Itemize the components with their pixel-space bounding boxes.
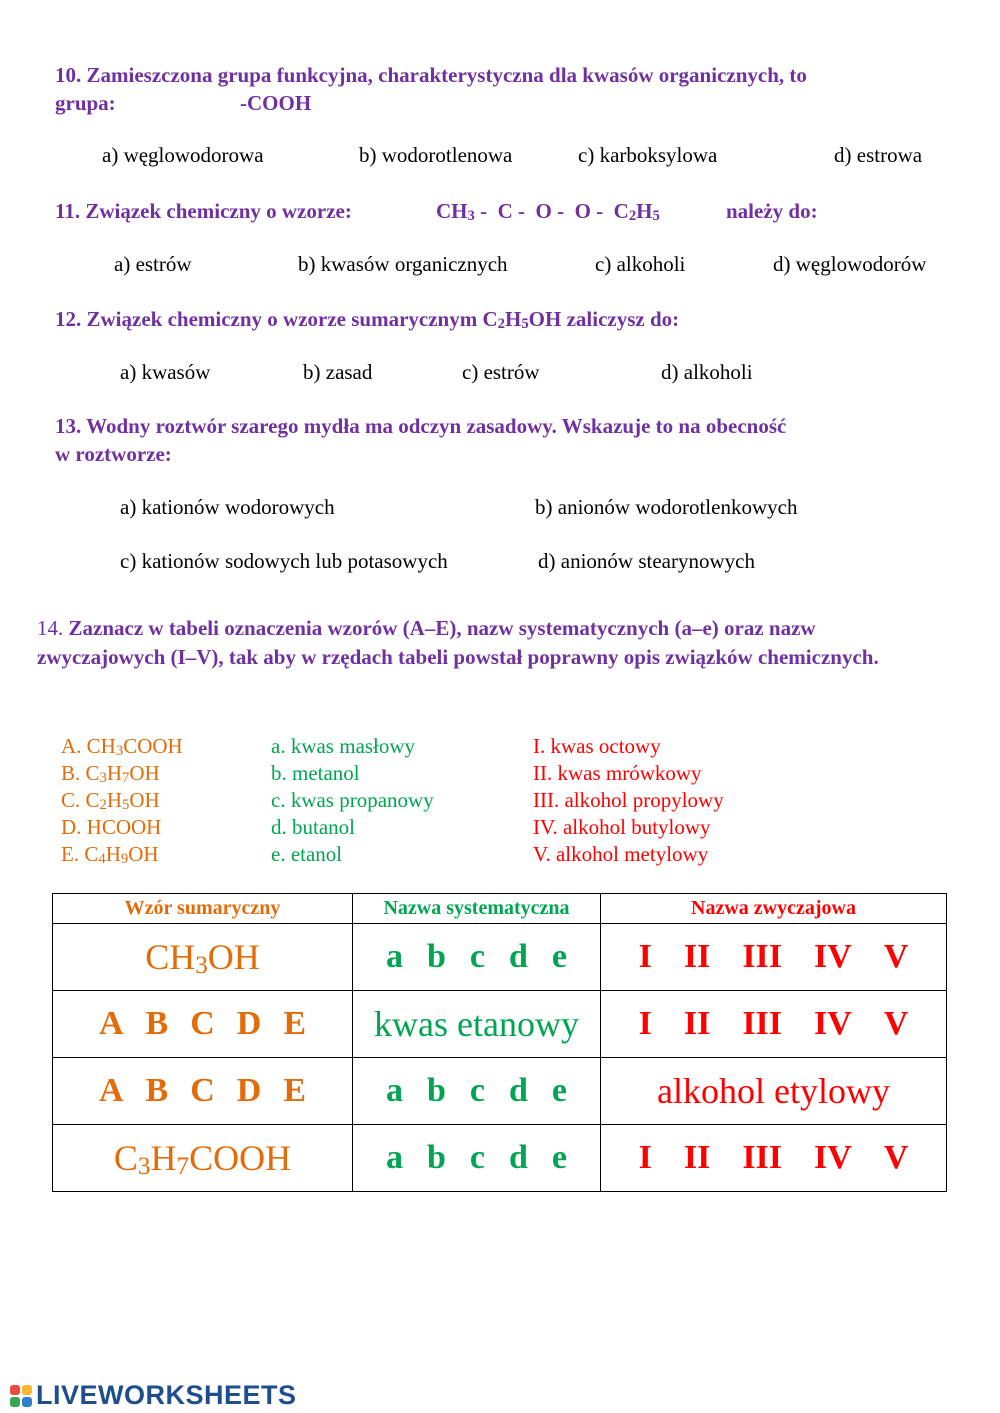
- q11-option-a[interactable]: a) estrów: [114, 252, 192, 276]
- choice-v[interactable]: V: [883, 1005, 909, 1042]
- legend-common: [533, 733, 724, 868]
- q13-option-c[interactable]: c) kationów sodowych lub potasowych: [120, 549, 448, 573]
- choice-c[interactable]: c: [469, 938, 485, 975]
- legend-formula-b: B. $C_3H_7OH$: [61, 761, 160, 787]
- table-row: [53, 1058, 947, 1125]
- row3-common: alkohol etylowy: [601, 1058, 947, 1125]
- header-formula: Wzór sumaryczny: [53, 894, 353, 924]
- choice-c[interactable]: c: [469, 1072, 485, 1109]
- answer-table: [52, 893, 947, 1192]
- question-10-formula: -COOH: [240, 91, 312, 115]
- q13-option-b[interactable]: b) anionów wodorotlenkowych: [535, 495, 798, 519]
- choice-b[interactable]: b: [426, 1139, 446, 1176]
- choice-A[interactable]: A: [98, 1072, 124, 1109]
- q11-option-c[interactable]: c) alkoholi: [595, 252, 686, 276]
- choice-a[interactable]: a: [385, 1072, 403, 1109]
- table-row: [53, 1125, 947, 1192]
- choice-b[interactable]: b: [426, 938, 446, 975]
- choice-E[interactable]: E: [283, 1005, 307, 1042]
- row1-common-choices: [601, 924, 947, 991]
- legend-formulas: [61, 733, 183, 868]
- row4-common-choices: [601, 1125, 947, 1192]
- legend-common-iii: III. alkohol propylowy: [533, 788, 724, 812]
- choice-iii[interactable]: III: [742, 1139, 783, 1176]
- q12-option-a[interactable]: a) kwasów: [120, 360, 211, 384]
- choice-e[interactable]: e: [551, 1139, 568, 1176]
- legend-common-i: I. kwas octowy: [533, 734, 661, 758]
- choice-iii[interactable]: III: [742, 938, 783, 975]
- choice-ii[interactable]: II: [683, 1005, 711, 1042]
- question-14-text: 14. Zaznacz w tabeli oznaczenia wzorów (A–E), nazw systematycznych (a–e) oraz nazw zwyczajowych (I–V), tak aby w rzędach tabeli powstał poprawny opis związków chemicznych.: [37, 616, 879, 669]
- legend-common-ii: II. kwas mrówkowy: [533, 761, 702, 785]
- row1-systematic-choices: [353, 924, 601, 991]
- q13-option-a[interactable]: a) kationów wodorowych: [120, 495, 335, 519]
- q12-option-c[interactable]: c) estrów: [462, 360, 540, 384]
- choice-C[interactable]: C: [190, 1005, 215, 1042]
- legend-formula-e: E. $C_4H_9OH$: [61, 842, 159, 868]
- question-11-suffix: należy do:: [726, 199, 818, 223]
- choice-a[interactable]: a: [385, 1139, 403, 1176]
- choice-c[interactable]: c: [469, 1139, 485, 1176]
- question-10-line1: 10. Zamieszczona grupa funkcyjna, charakterystyczna dla kwasów organicznych, to: [55, 63, 807, 87]
- choice-ii[interactable]: II: [683, 1139, 711, 1176]
- choice-B[interactable]: B: [145, 1072, 169, 1109]
- row2-systematic: kwas etanowy: [353, 991, 601, 1058]
- q10-option-b[interactable]: b) wodorotlenowa: [359, 143, 513, 167]
- choice-i[interactable]: I: [638, 1139, 652, 1176]
- q10-option-c[interactable]: c) karboksylowa: [578, 143, 718, 167]
- choice-A[interactable]: A: [98, 1005, 124, 1042]
- choice-b[interactable]: b: [426, 1072, 446, 1109]
- question-13-line2: w roztworze:: [55, 442, 172, 466]
- choice-v[interactable]: V: [883, 938, 909, 975]
- choice-C[interactable]: C: [190, 1072, 215, 1109]
- q12-option-b[interactable]: b) zasad: [303, 360, 373, 384]
- header-common: Nazwa zwyczajowa: [601, 894, 947, 924]
- legend-formula-a: A. $CH_3COOH$: [61, 734, 183, 760]
- choice-a[interactable]: a: [385, 938, 403, 975]
- legend-systematic-e: e. etanol: [271, 842, 343, 866]
- choice-B[interactable]: B: [145, 1005, 169, 1042]
- question-11-text: 11. Związek chemiczny o wzorze:: [55, 199, 352, 223]
- choice-d[interactable]: d: [509, 1072, 528, 1109]
- question-10-line2-label: grupa:: [55, 91, 116, 115]
- q10-option-a[interactable]: a) węglowodorowa: [102, 143, 264, 167]
- question-12-text: 12. Związek chemiczny o wzorze sumarycznym $C_2H_5OH$ zaliczysz do:: [55, 307, 680, 333]
- choice-iv[interactable]: IV: [814, 938, 852, 975]
- liveworksheets-logo-icon: [10, 1385, 32, 1407]
- choice-E[interactable]: E: [283, 1072, 307, 1109]
- table-row: [53, 991, 947, 1058]
- choice-iv[interactable]: IV: [814, 1005, 852, 1042]
- header-systematic: Nazwa systematyczna: [353, 894, 601, 924]
- q11-option-b[interactable]: b) kwasów organicznych: [298, 252, 508, 276]
- choice-ii[interactable]: II: [683, 938, 711, 975]
- question-13-line1: 13. Wodny roztwór szarego mydła ma odczyn zasadowy. Wskazuje to na obecność: [55, 414, 787, 438]
- question-11-formula: $CH_3$ - C - O - O - $C_2H_5$: [436, 199, 660, 225]
- q10-option-d[interactable]: d) estrowa: [834, 143, 923, 167]
- liveworksheets-logo: [10, 1380, 297, 1411]
- row4-formula: $C_3H_7COOH$: [53, 1125, 353, 1192]
- row4-systematic-choices: [353, 1125, 601, 1192]
- choice-e[interactable]: e: [551, 1072, 568, 1109]
- row3-systematic-choices: [353, 1058, 601, 1125]
- choice-d[interactable]: d: [509, 938, 528, 975]
- legend-formula-d: D. HCOOH: [61, 815, 162, 839]
- table-header-row: [53, 894, 947, 924]
- choice-i[interactable]: I: [638, 1005, 652, 1042]
- q11-option-d[interactable]: d) węglowodorów: [773, 252, 927, 276]
- legend-systematic: [271, 733, 434, 868]
- table-row: [53, 924, 947, 991]
- choice-v[interactable]: V: [883, 1139, 909, 1176]
- legend-systematic-d: d. butanol: [271, 815, 355, 839]
- row1-formula: $CH_3OH$: [53, 924, 353, 991]
- liveworksheets-brand: LIVEWORKSHEETS: [36, 1380, 297, 1410]
- q12-option-d[interactable]: d) alkoholi: [661, 360, 753, 384]
- choice-iv[interactable]: IV: [814, 1139, 852, 1176]
- choice-D[interactable]: D: [236, 1072, 262, 1109]
- legend-systematic-b: b. metanol: [271, 761, 360, 785]
- legend-systematic-c: c. kwas propanowy: [271, 788, 434, 812]
- row2-formula-choices: [53, 991, 353, 1058]
- choice-iii[interactable]: III: [742, 1005, 783, 1042]
- choice-D[interactable]: D: [236, 1005, 262, 1042]
- row3-formula-choices: [53, 1058, 353, 1125]
- legend-formula-c: C. $C_2H_5OH$: [61, 788, 160, 814]
- choice-d[interactable]: d: [509, 1139, 528, 1176]
- choice-i[interactable]: I: [638, 938, 652, 975]
- legend-common-iv: IV. alkohol butylowy: [533, 815, 711, 839]
- legend-common-v: V. alkohol metylowy: [533, 842, 709, 866]
- q13-option-d[interactable]: d) anionów stearynowych: [538, 549, 755, 573]
- legend-systematic-a: a. kwas masłowy: [271, 734, 416, 758]
- choice-e[interactable]: e: [551, 938, 568, 975]
- row2-common-choices: [601, 991, 947, 1058]
